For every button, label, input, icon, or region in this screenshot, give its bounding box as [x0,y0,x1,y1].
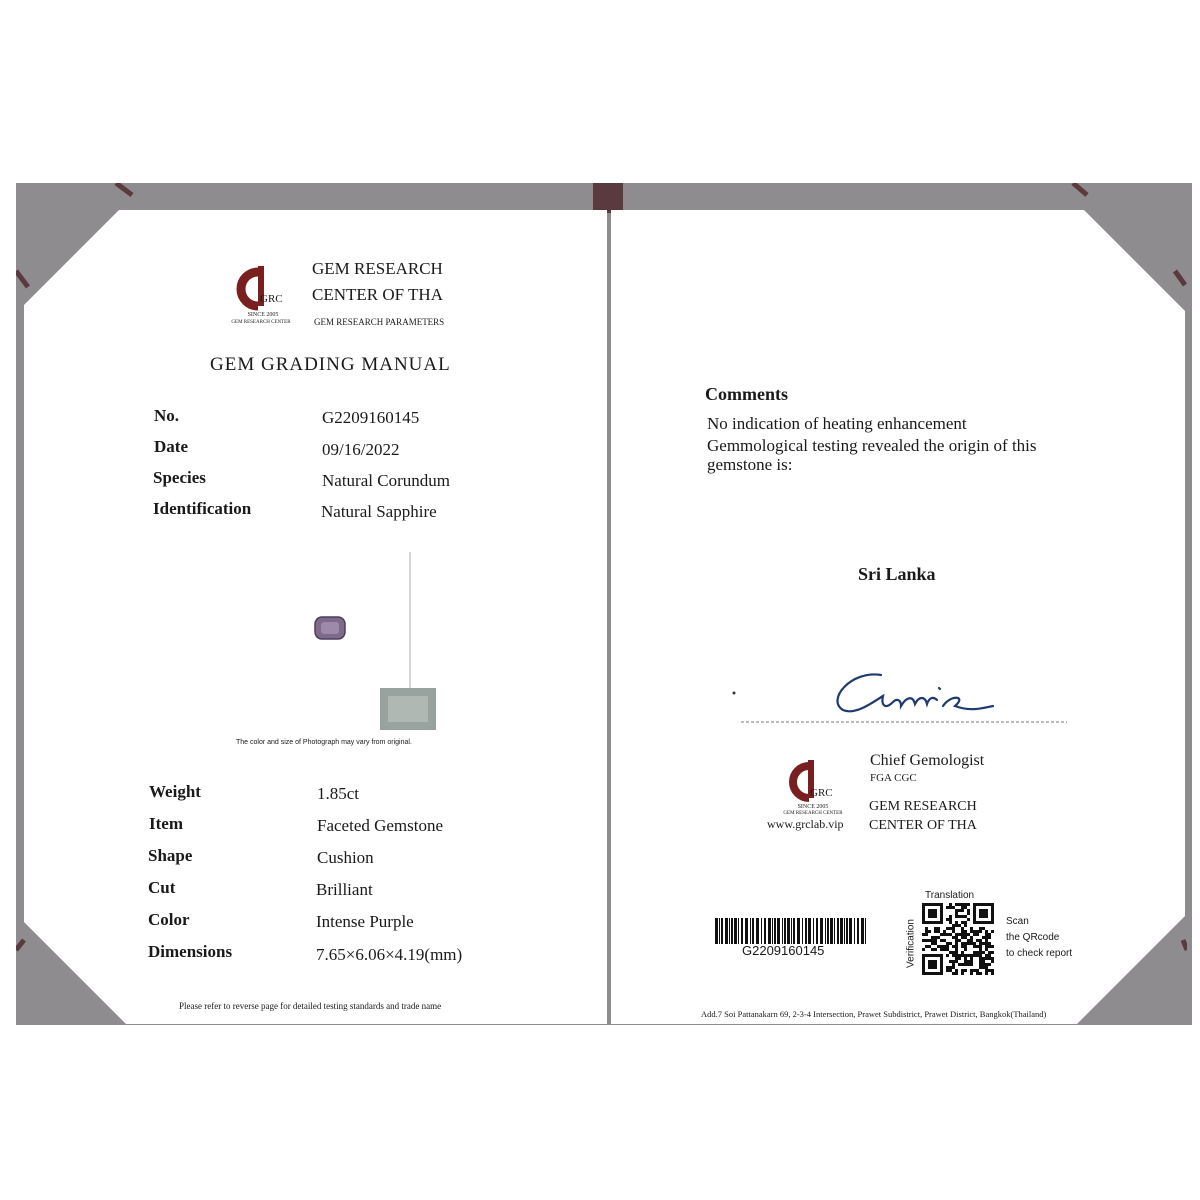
barcode-icon [715,918,869,944]
scan-line-3: to check report [1006,948,1073,959]
grc-logo-icon [236,262,286,314]
logo-subtitle: GEM RESEARCH CENTER [231,320,291,325]
field-label-item: Item [149,814,183,833]
field-label-no: No. [154,406,180,425]
field-value-species: Natural Corundum [322,471,450,490]
corner-pocket-top-left [16,183,146,313]
field-label-weight: Weight [149,782,201,801]
folder-spine [593,183,623,213]
scan-line-1: Scan [1006,916,1029,927]
field-value-identification: Natural Sapphire [321,502,437,521]
field-label-date: Date [154,437,188,456]
scan-line-2: the QRcode [1006,932,1060,943]
website-link[interactable]: www.grclab.vip [767,817,844,831]
comments-heading: Comments [705,384,788,404]
field-value-item: Faceted Gemstone [317,816,444,835]
org-name-line3: GEM RESEARCH PARAMETERS [314,317,445,327]
right-page [611,210,1185,1024]
org-name-right-line2: CENTER OF THA [869,818,977,833]
svg-text:GRC: GRC [810,787,833,799]
document-title: GEM GRADING MANUAL [210,354,451,375]
field-label-color: Color [148,910,190,929]
field-value-date: 09/16/2022 [322,440,400,459]
field-value-cut: Brilliant [316,880,373,899]
field-value-weight: 1.85ct [317,784,360,803]
barcode-number: G2209160145 [742,943,825,958]
field-label-identification: Identification [153,499,252,518]
field-label-dimensions: Dimensions [148,942,233,961]
svg-text:GRC: GRC [260,293,283,305]
field-value-no: G2209160145 [322,408,420,427]
field-label-species: Species [153,468,206,487]
corner-pocket-bottom-left [16,914,126,1024]
org-name-right-line1: GEM RESEARCH [869,799,977,814]
field-label-shape: Shape [148,846,193,865]
org-name-line1: GEM RESEARCH [312,259,443,278]
gem-photo [304,550,454,740]
field-value-shape: Cushion [317,848,374,867]
signer-credentials: FGA CGC [870,772,917,784]
field-value-color: Intense Purple [316,912,414,931]
comments-line-3: gemstone is: [707,455,793,474]
corner-pocket-bottom-right [1077,914,1187,1024]
qr-verification-label: Verification [905,919,917,968]
photo-disclaimer: The color and size of Photograph may vary from original. [236,739,412,746]
qr-translation-label: Translation [925,890,975,901]
origin-country: Sri Lanka [858,564,936,584]
logo-since: SINCE 2005 [247,312,279,318]
field-label-cut: Cut [148,878,176,897]
field-value-dimensions: 7.65×6.06×4.19(mm) [316,945,463,964]
logo-subtitle-right: GEM RESEARCH CENTER [783,811,843,816]
qr-code-icon[interactable] [922,903,994,975]
lab-address: Add.7 Soi Pattanakarn 69, 2-3-4 Intersection, Prawet Subdistrict, Prawet District, Bangkok(Thailand) [701,1009,1047,1019]
corner-pocket-top-right [1057,183,1187,313]
comments-line-2: Gemmological testing revealed the origin of this [707,436,1037,455]
org-name-line2: CENTER OF THA [312,285,443,304]
left-page [24,210,607,1024]
grc-logo-icon-right [787,756,837,806]
reverse-page-note: Please refer to reverse page for detailed testing standards and trade name [179,1001,442,1011]
comments-line-1: No indication of heating enhancement [707,414,967,433]
signer-title: Chief Gemologist [870,752,985,769]
logo-since-right: SINCE 2005 [797,804,829,810]
signature-icon [731,660,1071,730]
